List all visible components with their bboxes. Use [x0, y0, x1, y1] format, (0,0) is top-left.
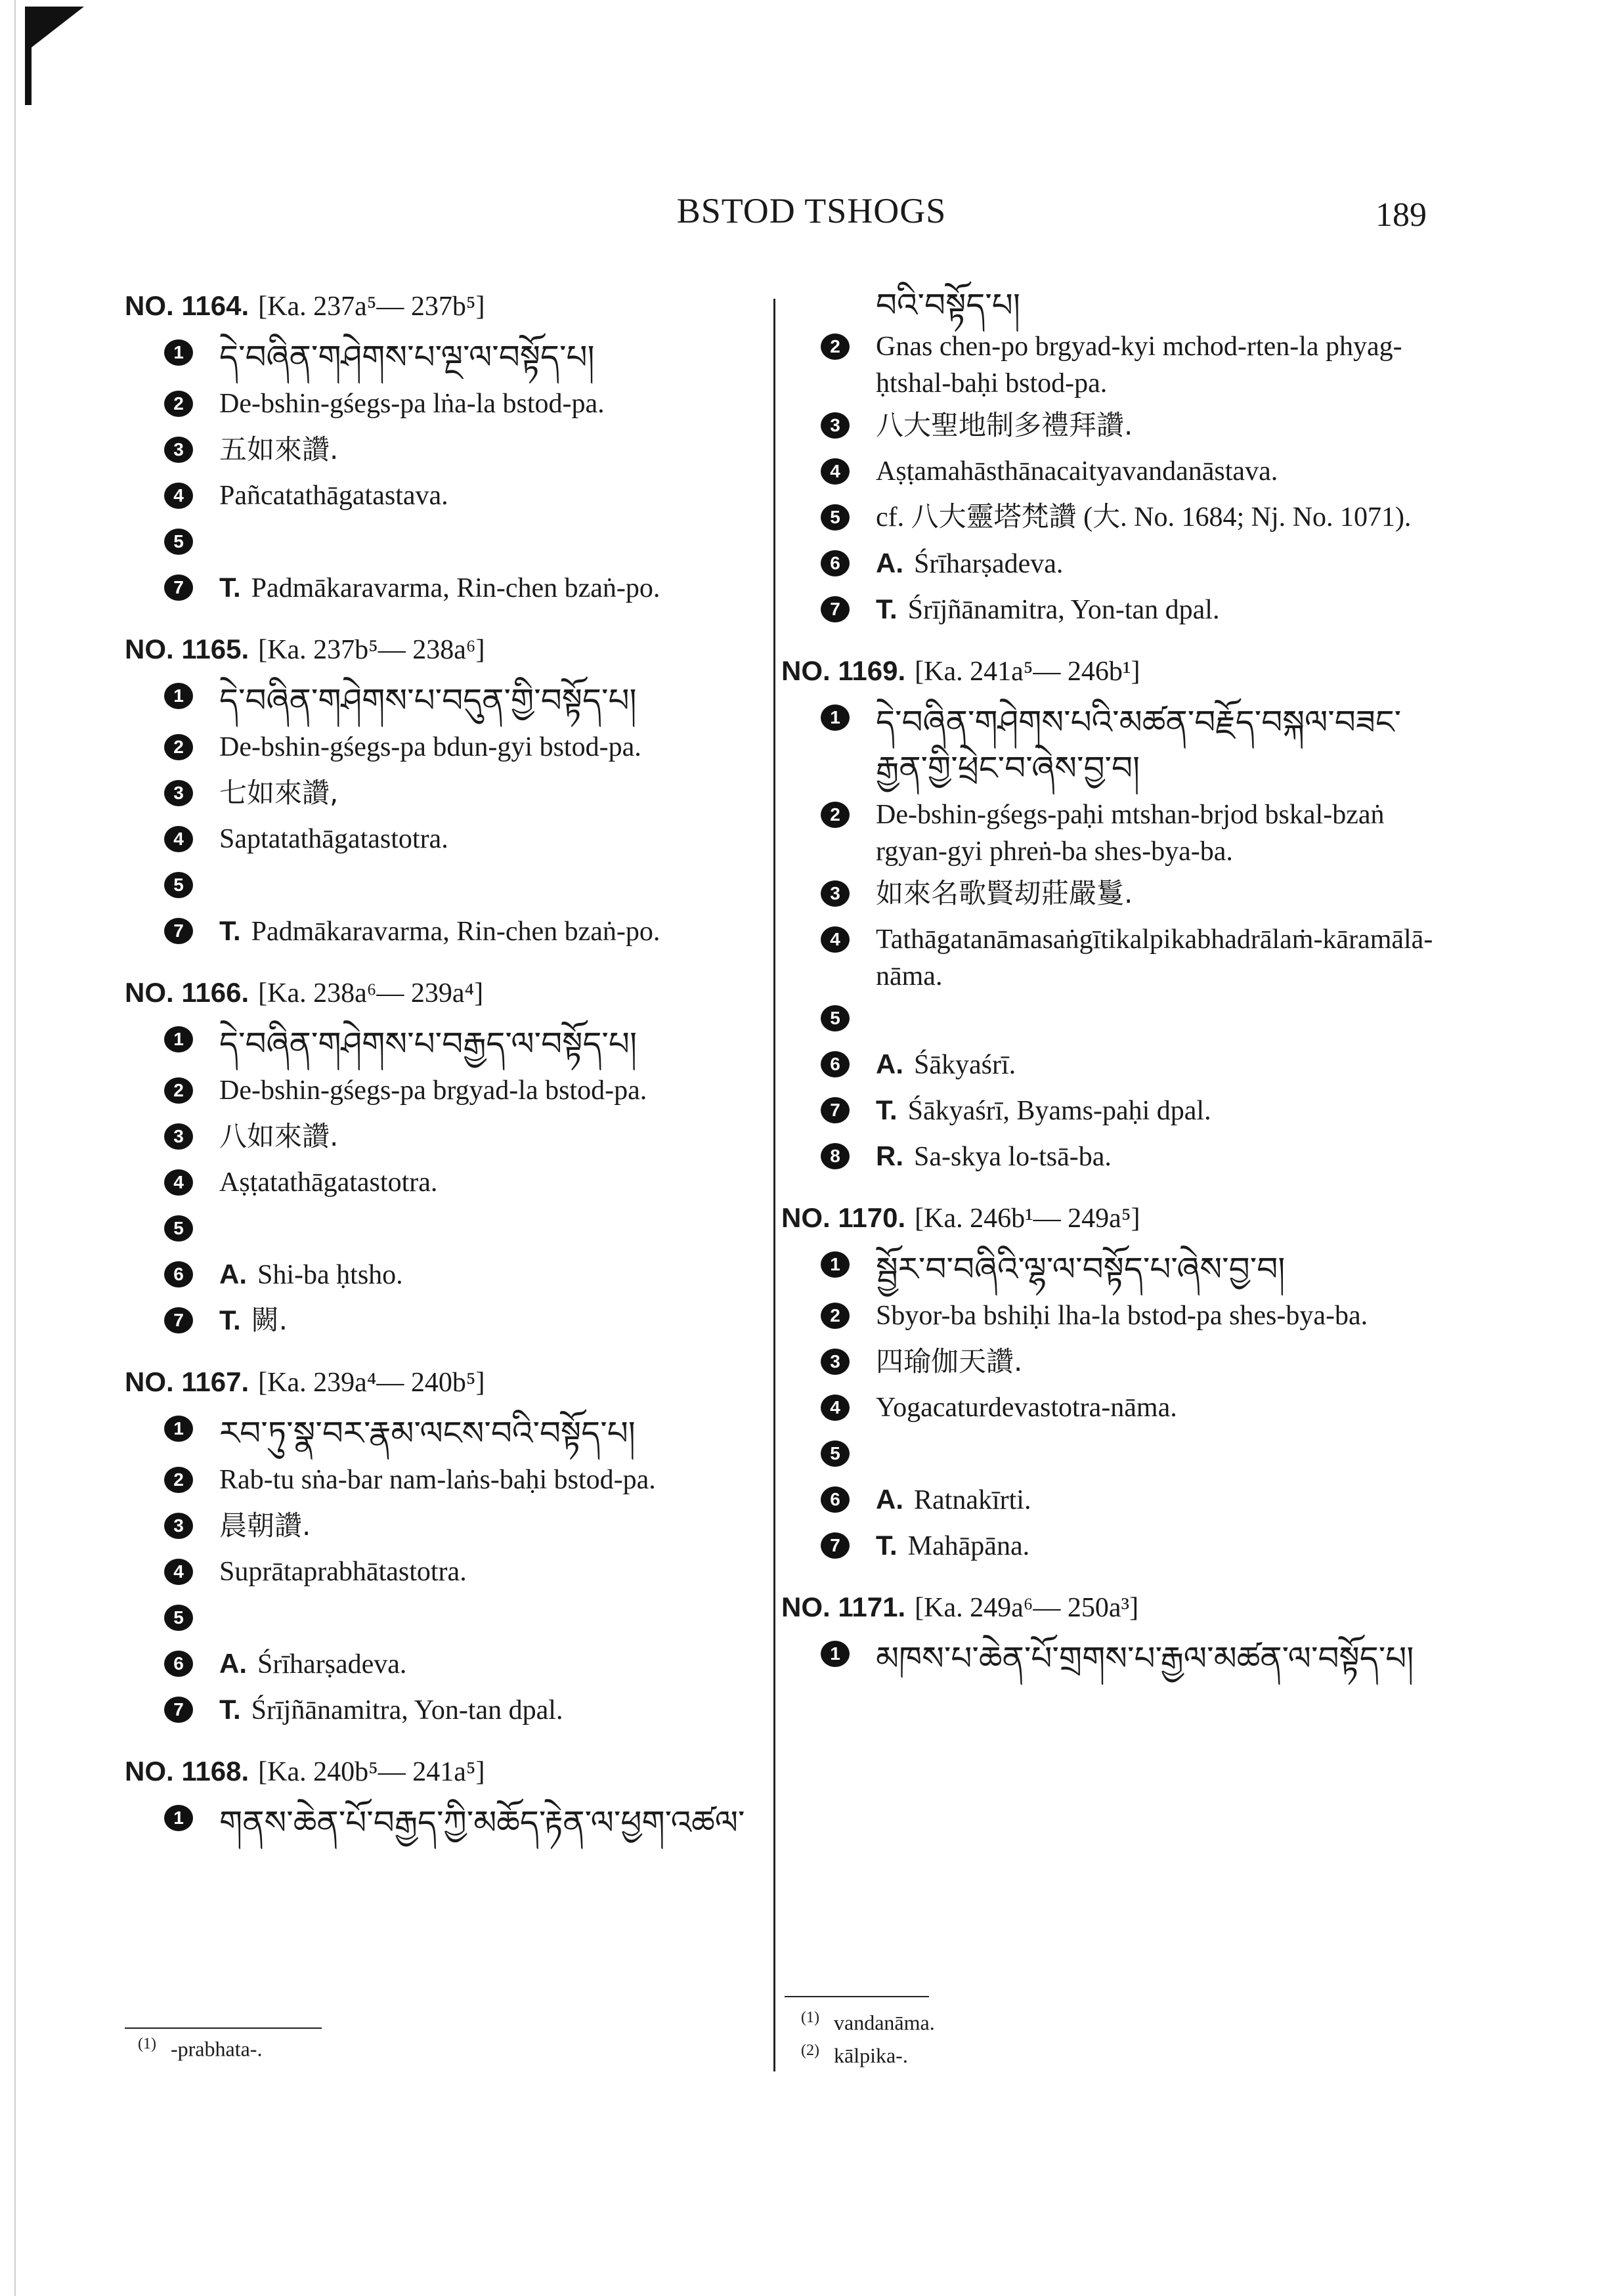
catalog-entry [125, 977, 768, 1343]
role-marker: T. [876, 594, 898, 624]
tibetan-title-continuation: བའི་བསྟོད་པ། [876, 286, 1020, 324]
role-marker: A. [876, 548, 903, 578]
entry-line [125, 867, 768, 907]
entry-line [781, 591, 1451, 632]
field-text: Aṣṭamahāsthānacaityavandanāstava. [876, 456, 1278, 487]
field-number-badge: 4 [164, 1169, 193, 1196]
entry-line [125, 1210, 768, 1251]
field-text: Shi-ba ḥtsho. [257, 1260, 403, 1290]
entry-number: NO. 1165. [125, 634, 249, 664]
entry-line [125, 385, 768, 426]
catalog-entry [781, 1202, 1451, 1568]
field-number-badge: 5 [821, 504, 850, 531]
field-text: Aṣṭatathāgatastotra. [219, 1167, 438, 1198]
entry-folio-ref: [Ka. 238a⁶— 239a⁴] [258, 978, 484, 1008]
field-number-badge: 2 [164, 1467, 193, 1493]
entry-line [125, 1256, 768, 1297]
field-number-badge: 7 [164, 918, 193, 944]
field-text: Śākyaśrī, Byams-paḥi dpal. [907, 1096, 1211, 1126]
entry-line [781, 921, 1451, 995]
footnotes-right [801, 2009, 935, 2074]
field-number-badge: 7 [821, 1097, 850, 1123]
role-marker: T. [876, 1530, 898, 1561]
field-text: De-bshin-gśegs-pa lṅa-la bstod-pa. [219, 389, 605, 419]
entry-line [781, 1343, 1451, 1384]
field-number-badge: 4 [164, 1559, 193, 1585]
field-text: Tathāgatanāmasaṅgītikalpikabhadrālaṁ-kāramālā-nāma. [876, 924, 1433, 991]
entry-line [781, 1435, 1451, 1476]
entry-line [125, 678, 768, 724]
field-text: Ratnakīrti. [914, 1485, 1031, 1515]
field-number-badge: 6 [821, 550, 850, 576]
column-divider [773, 299, 775, 2071]
catalog-entry [125, 290, 768, 610]
entry-line [125, 821, 768, 861]
footnote-text: -prabhata-. [170, 2037, 263, 2061]
entry-line [125, 729, 768, 769]
catalog-entry [125, 1756, 768, 1846]
field-number-badge: 5 [164, 872, 193, 898]
field-text: Gnas chen-po brgyad-kyi mchod-rten-la phyag-ḥtshal-baḥi bstod-pa. [876, 332, 1402, 399]
entry-line [125, 431, 768, 472]
field-text: Mahāpāna. [907, 1531, 1030, 1561]
entry-line [781, 796, 1451, 870]
entry-number: NO. 1171. [781, 1592, 906, 1622]
entry-line [125, 1800, 768, 1846]
role-marker: A. [219, 1648, 247, 1679]
tibetan-title: དེ་བཞིན་གཤེགས་པ་ལྔ་ལ་བསྟོད་པ། [219, 338, 595, 376]
field-number-badge: 4 [164, 826, 193, 852]
entry-line [125, 1462, 768, 1502]
entry-line [125, 569, 768, 610]
entry-heading [125, 290, 768, 322]
field-number-badge: 4 [821, 458, 850, 485]
catalog-entry [781, 655, 1451, 1179]
entry-line [125, 775, 768, 815]
running-head: BSTOD TSHOGS [676, 191, 947, 230]
field-text: 晨朝讚. [219, 1509, 311, 1542]
tibetan-title: དེ་བཞིན་གཤེགས་པ་བདུན་གྱི་བསྟོད་པ། [219, 682, 637, 720]
entry-folio-ref: [Ka. 249a⁶— 250a³] [915, 1593, 1139, 1623]
field-number-badge: 5 [164, 529, 193, 555]
entry-folio-ref: [Ka. 240b⁵— 241a⁵] [258, 1757, 485, 1787]
field-number-badge: 1 [821, 704, 850, 731]
entry-heading [125, 977, 768, 1009]
entry-heading [125, 1366, 768, 1398]
field-number-badge: 1 [164, 1026, 193, 1052]
catalog-entry [125, 1366, 768, 1732]
field-number-badge: 2 [821, 1303, 850, 1329]
entry-line [125, 913, 768, 953]
footnote-mark: (1) [138, 2035, 156, 2052]
field-text: 七如來讚, [219, 777, 339, 809]
role-marker: T. [219, 915, 241, 946]
tibetan-title: སྦྱོར་བ་བཞིའི་ལྷ་ལ་བསྟོད་པ་ཞེས་བྱ་བ། [876, 1250, 1286, 1288]
footnotes-left [138, 2035, 262, 2068]
entry-line [781, 1635, 1451, 1681]
entry-heading [125, 1756, 768, 1788]
entry-line [125, 477, 768, 518]
entry-line [125, 1118, 768, 1159]
role-marker: T. [219, 572, 241, 603]
field-number-badge: 1 [821, 1641, 850, 1667]
field-number-badge: 4 [821, 926, 850, 953]
footnote [138, 2035, 262, 2062]
entry-folio-ref: [Ka. 237b⁵— 238a⁶] [258, 635, 485, 665]
entry-number: NO. 1164. [125, 290, 249, 321]
entry-line [125, 1553, 768, 1594]
field-number-badge: 5 [164, 1215, 193, 1242]
tibetan-title: གནས་ཆེན་པོ་བརྒྱད་ཀྱི་མཆོད་རྟེན་ལ་ཕྱག་འཚལ་ [219, 1804, 745, 1842]
entry-line [781, 407, 1451, 448]
entry-line [125, 523, 768, 564]
footnote-text: vandanāma. [833, 2010, 935, 2035]
field-text: Saptatathāgatastotra. [219, 824, 448, 854]
footnote-rule-left [125, 2027, 322, 2029]
field-text: Yogacaturdevastotra-nāma. [876, 1393, 1177, 1423]
page-number: 189 [1375, 196, 1427, 234]
entry-line [781, 1138, 1451, 1179]
field-number-badge: 1 [164, 1416, 193, 1442]
field-number-badge: 3 [164, 437, 193, 463]
field-text: De-bshin-gśegs-paḥi mtshan-brjod bskal-bzaṅ rgyan-gyi phreṅ-ba shes-bya-ba. [876, 800, 1385, 867]
field-number-badge: 7 [164, 574, 193, 601]
entry-heading [125, 634, 768, 666]
entry-line [781, 1000, 1451, 1041]
entry-number: NO. 1169. [781, 655, 906, 686]
field-number-badge: 3 [821, 1349, 850, 1375]
entry-line [781, 1481, 1451, 1522]
role-marker: T. [219, 1694, 241, 1725]
field-number-badge: 1 [821, 1251, 850, 1278]
field-text: Rab-tu sṅa-bar nam-laṅs-baḥi bstod-pa. [219, 1465, 656, 1495]
field-number-badge: 1 [164, 339, 193, 366]
catalog-entry [125, 634, 768, 953]
entry-line [781, 875, 1451, 916]
footnote-mark: (2) [801, 2041, 819, 2059]
entry-line [781, 328, 1451, 402]
entry-line [781, 1246, 1451, 1292]
scan-edge [14, 0, 16, 2296]
footnote-mark: (1) [801, 2009, 819, 2026]
entry-line [781, 499, 1451, 540]
field-number-badge: 3 [164, 1123, 193, 1150]
field-text: 如來名歌賢刧莊嚴鬘. [876, 877, 1133, 909]
field-number-badge: 2 [821, 334, 850, 360]
role-marker: A. [219, 1259, 247, 1289]
field-number-badge: 2 [164, 391, 193, 417]
entry-number: NO. 1168. [125, 1756, 249, 1787]
footnote [801, 2042, 935, 2068]
field-number-badge: 3 [164, 1513, 193, 1539]
entry-folio-ref: [Ka. 241a⁵— 246b¹] [915, 657, 1140, 687]
field-number-badge: 3 [821, 880, 850, 907]
entry-line [125, 1302, 768, 1343]
field-text: 闕. [251, 1304, 288, 1336]
field-text: Śākyaśrī. [914, 1050, 1016, 1080]
field-number-badge: 2 [164, 1077, 193, 1104]
field-number-badge: 1 [164, 1805, 193, 1831]
entry-line [125, 1691, 768, 1732]
entry-number: NO. 1170. [781, 1202, 906, 1233]
catalog-entry [781, 1592, 1451, 1681]
field-number-badge: 5 [164, 1605, 193, 1631]
entry-heading [781, 655, 1451, 687]
footnote [801, 2009, 935, 2035]
field-text: 四瑜伽天讚. [876, 1345, 1023, 1377]
field-text: De-bshin-gśegs-pa brgyad-la bstod-pa. [219, 1075, 647, 1106]
field-text: 八如來讚. [219, 1120, 339, 1152]
field-number-badge: 4 [821, 1395, 850, 1421]
field-number-badge: 7 [821, 1532, 850, 1559]
field-number-badge: 1 [164, 683, 193, 709]
role-marker: A. [876, 1484, 903, 1515]
entry-folio-ref: [Ka. 239a⁴— 240b⁵] [258, 1368, 485, 1398]
tibetan-title: རབ་ཏུ་སྣ་བར་རྣམ་ལངས་བའི་བསྟོད་པ། [219, 1414, 636, 1452]
field-number-badge: 7 [821, 596, 850, 622]
entry-number: NO. 1166. [125, 977, 249, 1008]
role-marker: R. [876, 1140, 903, 1171]
field-text: Śrīharṣadeva. [914, 549, 1064, 579]
field-text: 八大聖地制多禮拜讚. [876, 409, 1133, 441]
tibetan-title: མཁས་པ་ཆེན་པོ་གྲགས་པ་རྒྱལ་མཚན་ལ་བསྟོད་པ། [876, 1639, 1414, 1678]
entry-line [125, 334, 768, 380]
field-text: Padmākaravarma, Rin-chen bzaṅ-po. [251, 573, 660, 603]
field-text: Padmākaravarma, Rin-chen bzaṅ-po. [251, 917, 660, 947]
role-marker: A. [876, 1049, 903, 1079]
field-number-badge: 3 [164, 780, 193, 806]
tibetan-title: དེ་བཞིན་གཤེགས་པའི་མཚན་བརྗོད་བསྐལ་བཟང་རྒྱན་གྱི་ཕྲེང་བ་ཞེས་བྱ་བ། [876, 703, 1402, 787]
entry-line [781, 1046, 1451, 1087]
entry-line [125, 1507, 768, 1548]
right-column [781, 282, 1451, 1705]
entry-line [125, 1410, 768, 1456]
field-text: Sa-skya lo-tsā-ba. [914, 1142, 1112, 1172]
field-number-badge: 3 [821, 412, 850, 439]
entry-line [781, 1389, 1451, 1430]
entry-line [781, 1092, 1451, 1133]
entry-line [125, 1599, 768, 1640]
entry-line [125, 1072, 768, 1113]
entry-line [125, 1164, 768, 1205]
role-marker: T. [219, 1305, 241, 1335]
entry-folio-ref: [Ka. 246b¹— 249a⁵] [915, 1203, 1140, 1234]
corner-flag [25, 7, 84, 53]
field-number-badge: 2 [821, 802, 850, 828]
field-text: Pañcatathāgatastava. [219, 481, 448, 511]
field-number-badge: 6 [821, 1486, 850, 1513]
field-text: Śrījñānamitra, Yon-tan dpal. [251, 1695, 563, 1725]
entry-line [781, 699, 1451, 791]
footnote-text: kālpika-. [833, 2043, 908, 2068]
entry-number: NO. 1167. [125, 1366, 249, 1397]
field-text: 五如來讚. [219, 433, 339, 466]
entry-line [781, 1527, 1451, 1568]
entry-line [781, 1297, 1451, 1338]
entry-line [125, 1021, 768, 1067]
entry-line [125, 1645, 768, 1686]
catalog-entry-continuation [781, 328, 1451, 632]
tibetan-title: དེ་བཞིན་གཤེགས་པ་བརྒྱད་ལ་བསྟོད་པ། [219, 1025, 638, 1063]
field-number-badge: 6 [164, 1651, 193, 1677]
entry-heading [781, 1592, 1451, 1624]
field-text: Sbyor-ba bshiḥi lha-la bstod-pa shes-bya-ba. [876, 1301, 1368, 1331]
footnote-rule-right [785, 1996, 929, 1997]
field-text: Śrījñānamitra, Yon-tan dpal. [907, 595, 1220, 625]
field-number-badge: 7 [164, 1307, 193, 1333]
field-number-badge: 7 [164, 1697, 193, 1723]
field-number-badge: 8 [821, 1143, 850, 1169]
left-column [125, 282, 768, 1869]
field-number-badge: 5 [821, 1005, 850, 1031]
field-number-badge: 4 [164, 483, 193, 509]
entry-line [781, 453, 1451, 494]
field-text: Suprātaprabhātastotra. [219, 1557, 467, 1587]
field-number-badge: 6 [821, 1051, 850, 1077]
field-number-badge: 5 [821, 1440, 850, 1467]
entry-heading [781, 1202, 1451, 1234]
role-marker: T. [876, 1094, 898, 1125]
field-text: Śrīharṣadeva. [257, 1649, 407, 1679]
field-text: cf. 八大靈塔梵讚 (大. No. 1684; Nj. No. 1071). [876, 502, 1412, 532]
entry-folio-ref: [Ka. 237a⁵— 237b⁵] [258, 292, 485, 322]
entry-line [781, 545, 1451, 586]
field-text: De-bshin-gśegs-pa bdun-gyi bstod-pa. [219, 732, 641, 762]
field-number-badge: 6 [164, 1261, 193, 1288]
field-number-badge: 2 [164, 734, 193, 760]
